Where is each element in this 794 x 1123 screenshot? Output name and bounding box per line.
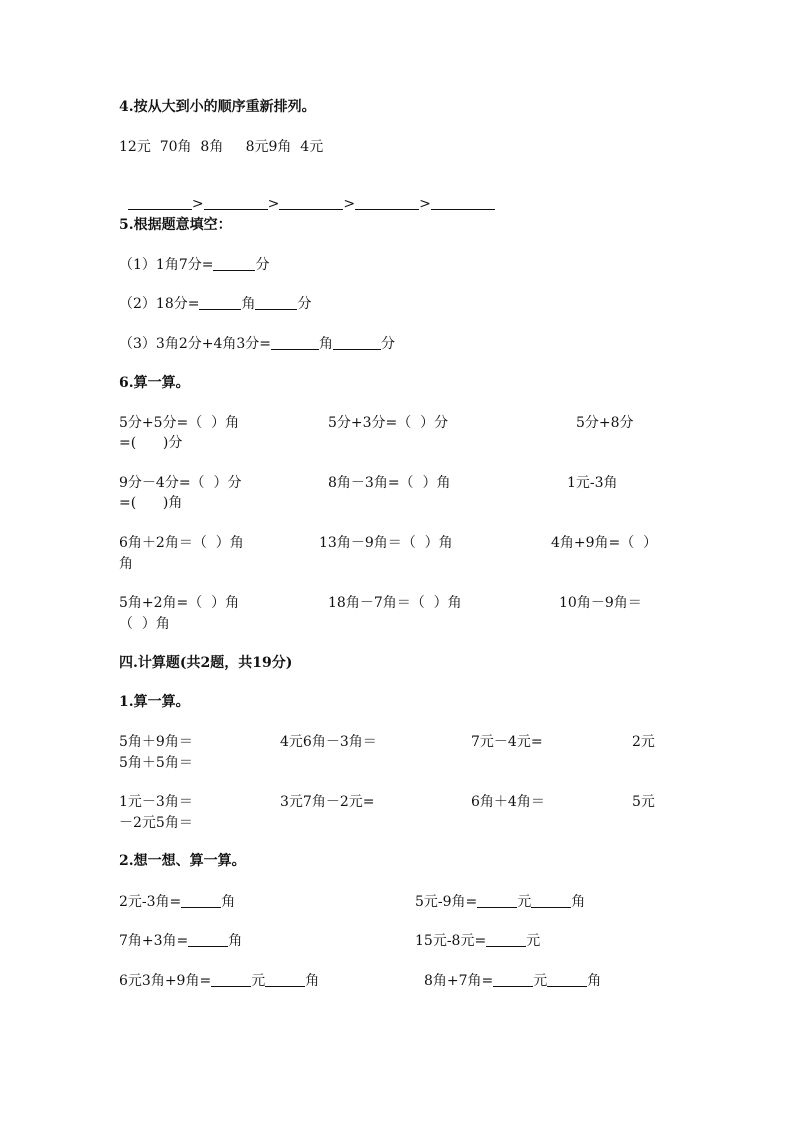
s2-r3-text: 6元3角+9角=: [119, 973, 212, 989]
q5-l3-text: （3）3角2分+4角3分=: [119, 336, 271, 352]
answer-blank[interactable]: [486, 932, 526, 947]
answer-blank[interactable]: [204, 195, 268, 210]
s2-r1-right-unit-1: 元: [517, 894, 532, 910]
q5-l1-unit: 分: [255, 257, 270, 273]
s1-r1-d: 2元: [632, 734, 655, 750]
s2-title: 2.想一想、算一算。: [119, 853, 246, 869]
q6-r1-d: =( )分: [119, 435, 183, 451]
answer-blank[interactable]: [431, 195, 495, 210]
s2-r2-text: 7角+3角=: [119, 933, 189, 949]
q6-r2-d: =( )角: [119, 495, 183, 511]
s1-r2-e: －2元5角＝: [119, 815, 193, 831]
q6-r3-b: 13角－9角＝（ ）角: [319, 535, 453, 551]
q6-r1-b: 5分+3分=（ ）分: [328, 415, 449, 431]
greater-than-sign: >: [343, 196, 356, 212]
s1-r2-c: 6角＋4角＝: [471, 794, 545, 810]
q5-line-1: [119, 256, 269, 274]
answer-blank[interactable]: [181, 893, 221, 908]
s2-r3-right-unit-1: 元: [533, 973, 548, 989]
q5-l3-unit-2: 分: [381, 336, 395, 352]
answer-blank[interactable]: [128, 195, 192, 210]
s1-r2-b: 3元7角－2元=: [280, 794, 375, 810]
s2-r1-text: 2元-3角=: [119, 894, 182, 910]
q5-l2-text: （2）18分=: [119, 296, 200, 312]
q6-r4-d: （ ）角: [119, 616, 170, 632]
answer-blank[interactable]: [547, 972, 587, 987]
answer-blank[interactable]: [355, 195, 419, 210]
answer-blank[interactable]: [279, 195, 343, 210]
s1-r2-a: 1元－3角＝: [119, 794, 193, 810]
q5-line-2: [119, 295, 311, 313]
s2-r2-left: [119, 932, 242, 950]
greater-than-sign: >: [419, 196, 431, 212]
section-4-title: 四.计算题(共2题，共19分): [119, 655, 293, 671]
answer-blank[interactable]: [255, 295, 297, 310]
q6-r3-c: 4角+9角=（ ）: [551, 535, 658, 551]
answer-blank[interactable]: [199, 295, 241, 310]
q5-l3-unit-1: 角: [319, 336, 333, 352]
q4-items: 12元 70角 8角 8元9角 4元: [119, 139, 324, 155]
s2-r3-right: [424, 972, 601, 990]
q6-r1-c: 5分+8分: [576, 415, 634, 431]
q5-l1-text: （1）1角7分=: [119, 257, 214, 273]
q6-r2-b: 8角－3角=（ ）角: [328, 475, 451, 491]
s2-r1-right-text: 5元-9角=: [415, 894, 478, 910]
s1-r2-d: 5元: [632, 794, 655, 810]
q5-title: 5.根据题意填空：: [119, 217, 232, 233]
greater-than-sign: >: [191, 196, 204, 212]
s2-r3-unit-1: 元: [251, 973, 266, 989]
q6-r3-d: 角: [119, 556, 133, 572]
s1-title: 1.算一算。: [119, 694, 190, 710]
s2-r2-right-text: 15元-8元=: [415, 933, 487, 949]
q6-r4-a: 5角+2角=（ ）角: [119, 595, 240, 611]
q6-r2-a: 9分－4分=（ ）分: [119, 475, 242, 491]
s2-r1-right: [415, 893, 585, 911]
q6-title: 6.算一算。: [119, 375, 190, 391]
s1-r1-b: 4元6角－3角＝: [280, 734, 377, 750]
s1-r1-c: 7元－4元=: [471, 734, 543, 750]
q5-l2-unit-2: 分: [297, 296, 312, 312]
q6-r4-c: 10角－9角＝: [559, 595, 642, 611]
answer-blank[interactable]: [213, 256, 255, 271]
answer-blank[interactable]: [531, 893, 571, 908]
s2-r1-right-unit-2: 角: [571, 894, 586, 910]
s1-r1-e: 5角＋5角＝: [119, 755, 193, 771]
s2-r1-left: [119, 893, 235, 911]
s2-r2-right-unit: 元: [526, 933, 541, 949]
s2-r1-unit: 角: [221, 894, 236, 910]
answer-blank[interactable]: [211, 972, 251, 987]
greater-than-sign: >: [267, 196, 280, 212]
q5-l2-unit-1: 角: [241, 296, 256, 312]
s2-r3-right-text: 8角+7角=: [424, 973, 494, 989]
answer-blank[interactable]: [477, 893, 517, 908]
s2-r3-left: [119, 972, 319, 990]
q5-line-3: [119, 335, 395, 353]
q6-r4-b: 18角－7角＝（ ）角: [328, 595, 462, 611]
s2-r3-unit-2: 角: [305, 973, 320, 989]
q6-r1-a: 5分+5分=（ ）角: [119, 415, 240, 431]
answer-blank[interactable]: [493, 972, 533, 987]
answer-blank[interactable]: [333, 335, 381, 350]
q6-r2-c: 1元-3角: [567, 475, 618, 491]
s2-r3-right-unit-2: 角: [587, 973, 602, 989]
s2-r2-unit: 角: [228, 933, 243, 949]
q4-title: 4.按从大到小的顺序重新排列。: [119, 99, 316, 115]
q6-r3-a: 6角＋2角＝（ ）角: [119, 535, 244, 551]
s1-r1-a: 5角＋9角＝: [119, 734, 193, 750]
answer-blank[interactable]: [265, 972, 305, 987]
answer-blank[interactable]: [271, 335, 319, 350]
answer-blank[interactable]: [188, 932, 228, 947]
s2-r2-right: [415, 932, 540, 950]
q4-answer-row: [119, 177, 495, 213]
